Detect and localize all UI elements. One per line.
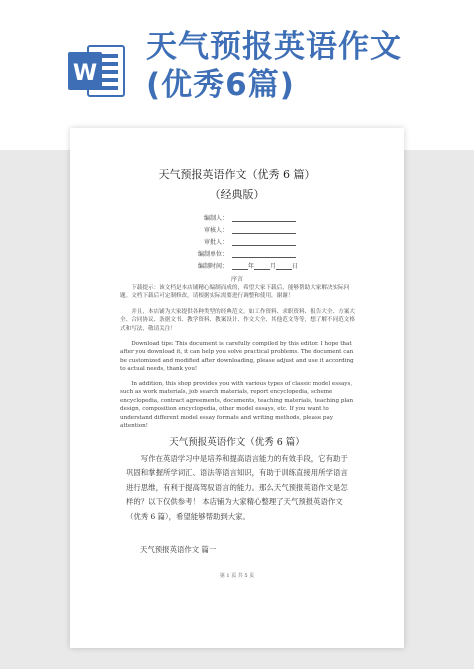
preface-heading: 序言 (230, 276, 243, 283)
date-year: 年 (248, 263, 255, 270)
cn-paragraph-1: 下载提示：该文档是本店铺精心编制而成的，希望大家下载后，能够帮助大家解决实际问题。文档下载后可定制修改，请根据实际需要进行调整和使用，谢谢！ (120, 285, 350, 300)
svg-text:W: W (72, 61, 98, 86)
date-blank (254, 261, 270, 270)
meta-row (196, 210, 298, 222)
document-meta (196, 210, 298, 270)
meta-row (196, 222, 298, 234)
document-subtitle: （经典版） (209, 188, 265, 201)
document-title: 天气预报英语作文（优秀 6 篇） (158, 168, 316, 181)
en-paragraph-2: In addition, this shop provides you with various types of classic model essays, such as work materials, job search materials, report encyclopedia, scheme encyclopedia, contract agreements, documents, teaching materials, teaching plan design, composition encyclopedia, other model essays, etc. If you want to understand different model essay formats and writing methods, please pay attention! (120, 381, 354, 430)
body-paragraph: 写作在英语学习中是培养和提高语言能力的有效手段，它有助于巩固和掌握所学词汇、语法等语言知识，有助于训练直接用所学语言进行思维，有利于提高驾驭语言的能力。那么天气预报英语作文是怎样的？以下仅供参考！ 本店铺为大家精心整理了天气预报英语作文（优秀 6 篇），希望能够帮助到大家。 (126, 454, 348, 521)
chapter-heading: 天气预报英语作文 篇一 (140, 545, 217, 554)
date-month: 月 (270, 263, 277, 270)
meta-label: 审批人： (203, 239, 228, 246)
meta-blank-line (232, 237, 296, 246)
date-day: 日 (292, 263, 299, 270)
hero-title (146, 28, 466, 104)
meta-blank-line (232, 213, 296, 222)
meta-row (196, 234, 298, 246)
date-blank (232, 261, 248, 270)
meta-label: 审核人： (203, 227, 228, 234)
section-title: 天气预报英语作文（优秀 6 篇） (169, 437, 305, 448)
meta-date-row (196, 258, 298, 270)
meta-blank-line (232, 249, 296, 258)
en-paragraph-1: Download tips: This document is carefully compiled by this editor. I hope that after you download it, it can help you solve practical problems. The document can be customized and modified after downloading, please adjust and use it according to actual needs, thank you! (120, 341, 354, 373)
meta-date-label: 编制时间： (197, 263, 228, 270)
meta-label: 编制单位： (197, 251, 228, 258)
hero-title-line1: 天气预报英语作文 (146, 29, 402, 65)
date-blank (276, 261, 292, 270)
meta-blank-line (232, 225, 296, 234)
document-page (70, 128, 404, 648)
word-icon (66, 40, 128, 102)
cn-paragraph-2: 并且，本店铺为大家提供各种类型的经典范文，如工作资料、求职资料、报告大全、方案大全、合同协议、条据文书、教学资料、教案设计、作文大全、其他范文等等，想了解不同范文格式和写法，敬请关注！ (120, 309, 355, 332)
meta-row (196, 246, 298, 258)
page-number: 第 1 页 共 5 页 (219, 573, 255, 579)
hero-title-line2: (优秀6篇) (146, 67, 295, 103)
meta-label: 编制人： (203, 215, 228, 222)
